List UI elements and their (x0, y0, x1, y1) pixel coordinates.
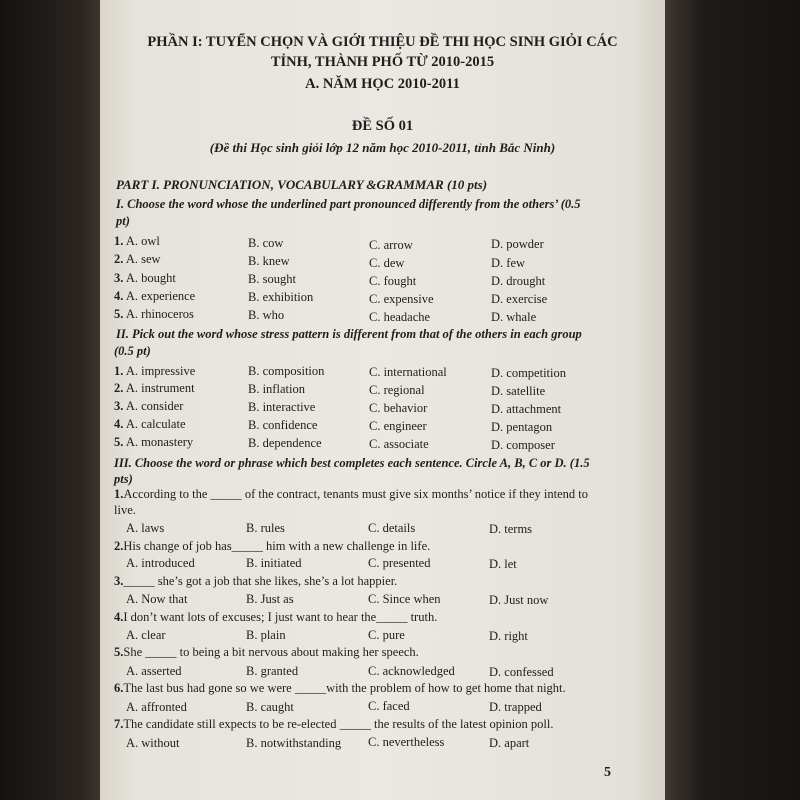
background-right (665, 0, 800, 800)
s1-row-4-c: C. expensive (369, 292, 434, 306)
s1-row-2-d: D. few (491, 256, 526, 270)
s2-row-4: 4. A. calculate (114, 417, 186, 431)
s2-row-2-d: D. satellite (491, 384, 546, 398)
s2-row-2-c: C. regional (369, 383, 425, 397)
question-7: 7.The candidate still expects to be re-elected _____ the results of the latest opinion poll. (114, 717, 554, 731)
exam-title: ĐỀ SỐ 01 (351, 118, 414, 134)
q2-option-d: D. let (489, 557, 517, 571)
s1-row-1-d: D. powder (491, 237, 544, 251)
q4-option-c: C. pure (368, 628, 405, 642)
question-6: 6.The last bus had gone so we were _____with the problem of how to get home that night. (114, 681, 566, 695)
option-a: A. owl (125, 234, 160, 248)
q7-option-d: D. apart (489, 736, 530, 750)
s1-row-1-c: C. arrow (369, 238, 413, 252)
s2-row-1: 1. A. impressive (114, 364, 196, 378)
s1-row-4: 4. A. experience (114, 289, 196, 303)
question-1: 1.According to the _____ of the contract, tenants must give six months’ notice if they intend to (114, 487, 588, 501)
q7-option-b: B. notwithstanding (246, 736, 342, 750)
s2-row-4-d: D. pentagon (491, 420, 553, 434)
s1-row-2-b: B. knew (248, 254, 290, 268)
s2-row-1-d: D. competition (491, 366, 566, 380)
s1-row-5: 5. A. rhinoceros (114, 307, 194, 321)
question-3: 3._____ she’s got a job that she likes, she’s a lot happier. (114, 574, 398, 588)
q1-option-d: D. terms (489, 522, 533, 536)
q1-option-b: B. rules (246, 521, 285, 535)
s1-row-4-d: D. exercise (491, 292, 548, 306)
question-5: 5.She _____ to being a bit nervous about making her speech. (114, 645, 419, 659)
s2-row-5-b: B. dependence (248, 436, 322, 450)
s1-row-3-c: C. fought (369, 274, 417, 288)
question-4: 4.I don’t want lots of excuses; I just want to hear the_____ truth. (114, 610, 438, 624)
q6-option-d: D. trapped (489, 700, 542, 714)
q1-option-c: C. details (368, 521, 416, 535)
s1-row-2-c: C. dew (369, 256, 405, 270)
s1-row-5-c: C. headache (369, 310, 431, 324)
q2-option-c: C. presented (368, 556, 431, 570)
exam-subtitle: (Đề thi Học sinh giỏi lớp 12 năm học 2010-2011, tỉnh Bắc Ninh) (209, 140, 556, 155)
q5-option-c: C. acknowledged (368, 664, 455, 678)
page-number: 5 (604, 765, 611, 780)
s1-row-5-b: B. who (248, 308, 285, 322)
s2-row-3-d: D. attachment (491, 402, 562, 416)
header-line-3: A. NĂM HỌC 2010-2011 (305, 76, 460, 92)
q5-option-a: A. asserted (126, 664, 182, 678)
s1-row-2: 2. A. sew (114, 252, 161, 266)
s1-row-1-b: B. cow (248, 236, 284, 250)
question-1-cont: live. (114, 503, 136, 517)
question-2: 2.His change of job has_____ him with a new challenge in life. (114, 539, 431, 553)
s1-row-3-d: D. drought (491, 274, 546, 288)
section-3-heading-cont: pts) (114, 472, 133, 486)
q2-option-a: A. introduced (126, 556, 195, 570)
q6-option-c: C. faced (368, 699, 410, 713)
background-left (0, 0, 100, 800)
q1-option-a: A. laws (126, 521, 165, 535)
q5-option-b: B. granted (246, 664, 299, 678)
s1-row-1: 1. A. owl (114, 234, 160, 248)
header-line-2: TỈNH, THÀNH PHỐ TỪ 2010-2015 (270, 54, 495, 70)
q6-option-a: A. affronted (126, 700, 187, 714)
s1-row-3: 3. A. bought (114, 271, 176, 285)
q3-option-a: A. Now that (126, 592, 188, 606)
s2-row-2: 2. A. instrument (114, 381, 195, 395)
s2-row-4-c: C. engineer (369, 419, 427, 433)
s1-row-3-b: B. sought (248, 272, 296, 286)
document-page (100, 0, 665, 800)
q4-option-d: D. right (489, 629, 528, 643)
s1-row-5-d: D. whale (491, 310, 537, 324)
s2-row-5-c: C. associate (369, 437, 429, 451)
s2-row-5-d: D. composer (491, 438, 555, 452)
q5-option-d: D. confessed (489, 665, 554, 679)
q2-option-b: B. initiated (246, 556, 302, 570)
q7-option-a: A. without (126, 736, 180, 750)
s2-row-4-b: B. confidence (248, 418, 318, 432)
s2-row-1-b: B. composition (248, 364, 325, 378)
q4-option-b: B. plain (246, 628, 286, 642)
q7-option-c: C. nevertheless (368, 735, 445, 749)
s2-row-3: 3. A. consider (114, 399, 184, 413)
q4-option-a: A. clear (126, 628, 166, 642)
q3-option-d: D. Just now (489, 593, 549, 607)
section-3-heading: III. Choose the word or phrase which best completes each sentence. Circle A, B, C or D. (1.5 (114, 456, 590, 470)
part-heading: PART I. PRONUNCIATION, VOCABULARY &GRAMMAR (10 pts) (116, 177, 488, 192)
s1-row-4-b: B. exhibition (248, 290, 314, 304)
section-2-heading-cont: (0.5 pt) (114, 344, 151, 358)
s2-row-1-c: C. international (369, 365, 447, 379)
section-1-heading: I. Choose the word whose the underlined part pronounced differently from the others’ (0.5 (116, 197, 581, 211)
q3-option-c: C. Since when (368, 592, 441, 606)
section-1-heading-cont: pt) (116, 214, 130, 228)
s2-row-2-b: B. inflation (248, 382, 305, 396)
header-line-1: PHẦN I: TUYỂN CHỌN VÀ GIỚI THIỆU ĐỀ THI HỌC SINH GIỎI CÁC (147, 34, 618, 50)
s2-row-3-b: B. interactive (248, 400, 316, 414)
q6-option-b: B. caught (246, 700, 294, 714)
s2-row-3-c: C. behavior (369, 401, 428, 415)
q3-option-b: B. Just as (246, 592, 294, 606)
s2-row-5: 5. A. monastery (114, 435, 194, 449)
section-2-heading: II. Pick out the word whose stress pattern is different from that of the others in each group (116, 327, 582, 341)
